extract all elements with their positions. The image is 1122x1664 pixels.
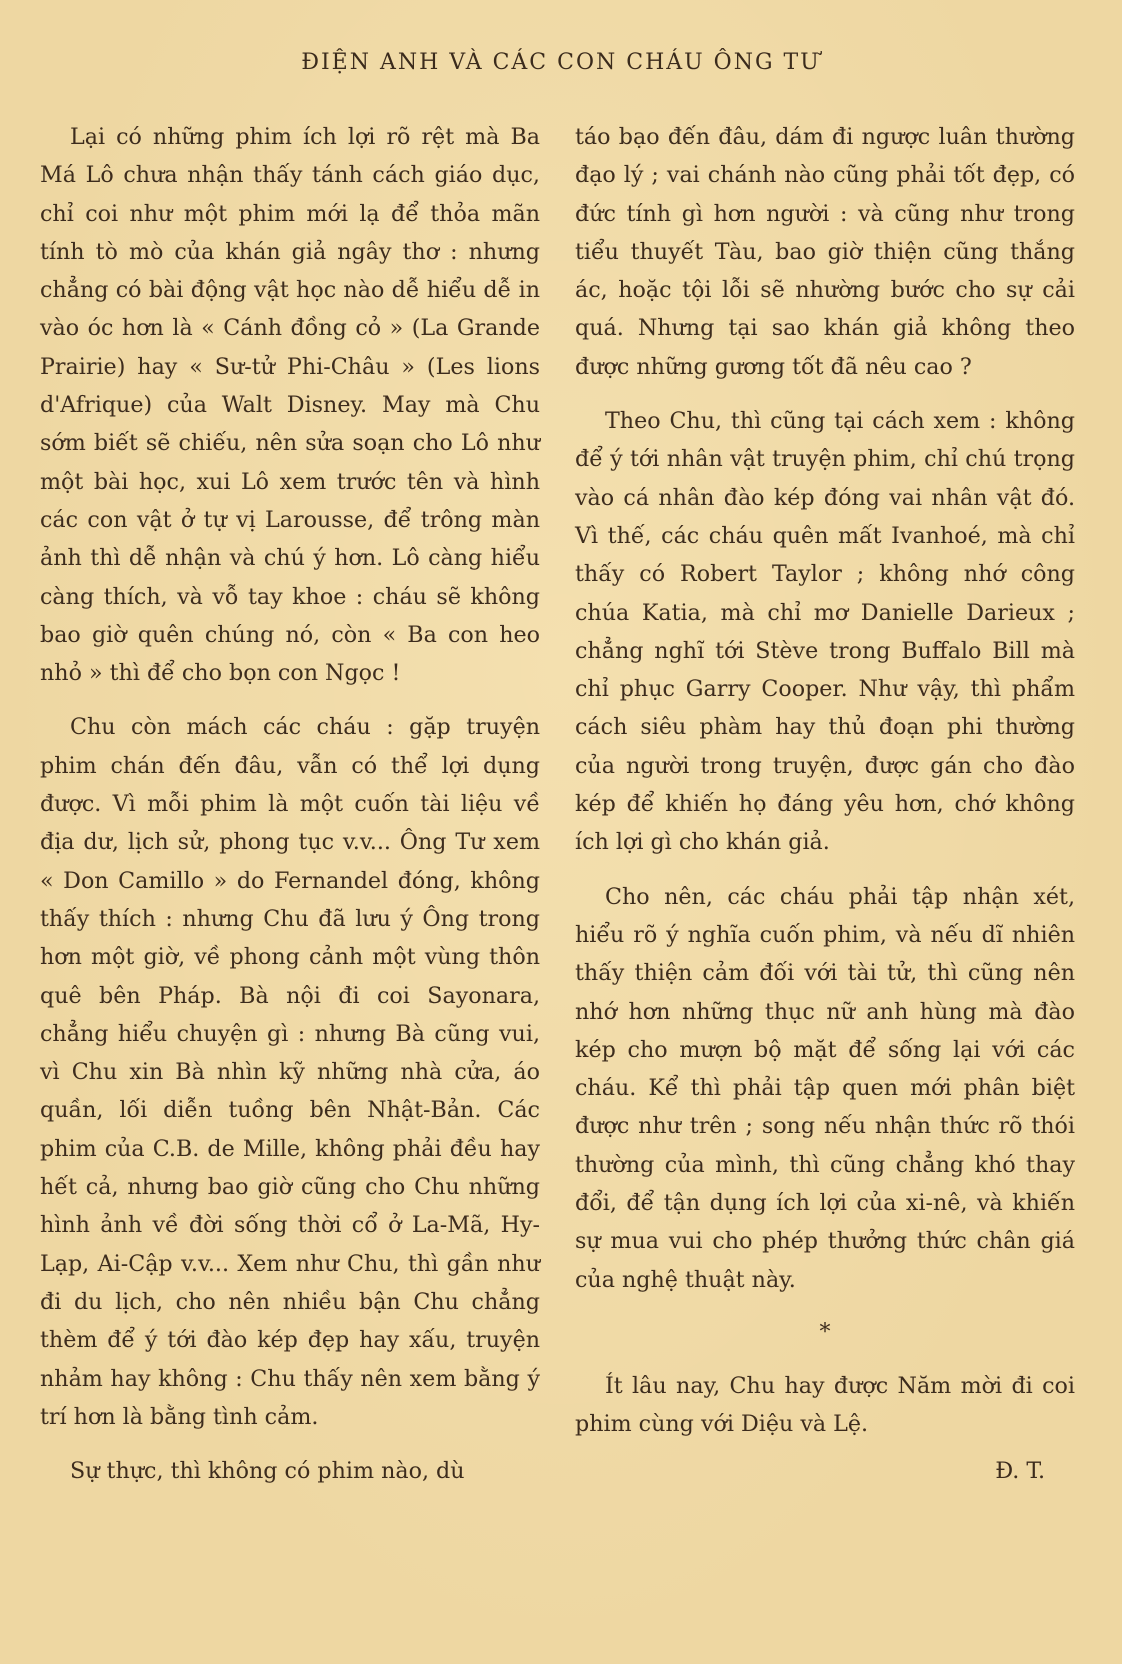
left-column (40, 118, 540, 1490)
paragraph: Theo Chu, thì cũng tại cách xem : không để ý tới nhân vật truyện phim, chỉ chú trọng vào cá nhân đào kép đóng vai nhân vật đó. Vì thế, các cháu quên mất Ivanhoé, mà chỉ thấy có Robert Taylor ; không nhớ công chúa Katia, mà chỉ mơ Danielle Darieux ; chẳng nghĩ tới Stève trong Buffalo Bill mà chỉ phục Garry Cooper. Như vậy, thì phẩm cách siêu phàm hay thủ đoạn phi thường của người trong truyện, được gán cho đào kép để khiến họ đáng yêu hơn, chớ không ích lợi gì cho khán giả. (575, 408, 1075, 856)
paragraph: Sự thực, thì không có phim nào, dù (70, 1458, 465, 1485)
author-signature: Đ. T. (995, 1457, 1045, 1484)
closing-paragraph: Ít lâu nay, Chu hay được Năm mời đi coi phim cùng với Diệu và Lệ. (575, 1372, 1075, 1438)
running-header: ĐIỆN ANH VÀ CÁC CON CHÁU ÔNG TƯ (301, 50, 821, 75)
paragraph-continued: táo bạo đến đâu, dám đi ngược luân thường đạo lý ; vai chánh nào cũng phải tốt đẹp, có đức tính gì hơn người : và cũng như trong tiểu thuyết Tàu, bao giờ thiện cũng thắng ác, hoặc tội lỗi sẽ nhường bước cho sự cải quá. Nhưng tại sao khán giả không theo được những gương tốt đã nêu cao ? (575, 124, 1075, 380)
section-separator: * (819, 1319, 831, 1345)
paragraph: Chu còn mách các cháu : gặp truyện phim chán đến đâu, vẫn có thể lợi dụng được. Vì mỗi phim là một cuốn tài liệu về địa dư, lịch sử, phong tục v.v... Ông Tư xem « Don Camillo » do Fernandel đóng, không thấy thích : nhưng Chu đã lưu ý Ông trong hơn một giờ, về phong cảnh một vùng thôn quê bên Pháp. Bà nội đi coi Sayonara, chẳng hiểu chuyện gì : nhưng Bà cũng vui, vì Chu xin Bà nhìn kỹ những nhà cửa, áo quần, lối diễn tuồng bên Nhật-Bản. Các phim của C.B. de Mille, không phải đều hay hết cả, nhưng bao giờ cũng cho Chu những hình ảnh về đời sống thời cổ ở La-Mã, Hy-Lạp, Ai-Cập v.v... Xem như Chu, thì gần như đi du lịch, cho nên nhiều bận Chu chẳng thèm để ý tới đào kép đẹp hay xấu, truyện nhảm hay không : Chu thấy nên xem bằng ý trí hơn là bằng tình cảm. (40, 714, 540, 1430)
right-column (575, 118, 1075, 1490)
paragraph: Lại có những phim ích lợi rõ rệt mà Ba Má Lô chưa nhận thấy tánh cách giáo dục, chỉ coi như một phim mới lạ để thỏa mãn tính tò mò của khán giả ngây thơ : nhưng chẳng có bài động vật học nào dễ hiểu dễ in vào óc hơn là « Cánh đồng cỏ » (La Grande Prairie) hay « Sư-tử Phi-Châu » (Les lions d'Afrique) của Walt Disney. May mà Chu sớm biết sẽ chiếu, nên sửa soạn cho Lô như một bài học, xui Lô xem trước tên và hình các con vật ở tự vị Larousse, để trông màn ảnh thì dễ nhận và chú ý hơn. Lô càng hiểu càng thích, và vỗ tay khoe : cháu sẽ không bao giờ quên chúng nó, còn « Ba con heo nhỏ » thì để cho bọn con Ngọc ! (40, 124, 540, 687)
paragraph: Cho nên, các cháu phải tập nhận xét, hiểu rõ ý nghĩa cuốn phim, và nếu dĩ nhiên thấy thiện cảm đối với tài tử, thì cũng nên nhớ hơn những thục nữ anh hùng mà đào kép cho mượn bộ mặt để sống lại với các cháu. Kể thì phải tập quen mới phân biệt được như trên ; song nếu nhận thức rõ thói thường của mình, thì cũng chẳng khó thay đổi, để tận dụng ích lợi của xi-nê, và khiến sự mua vui cho phép thưởng thức chân giá của nghệ thuật này. (575, 883, 1075, 1293)
